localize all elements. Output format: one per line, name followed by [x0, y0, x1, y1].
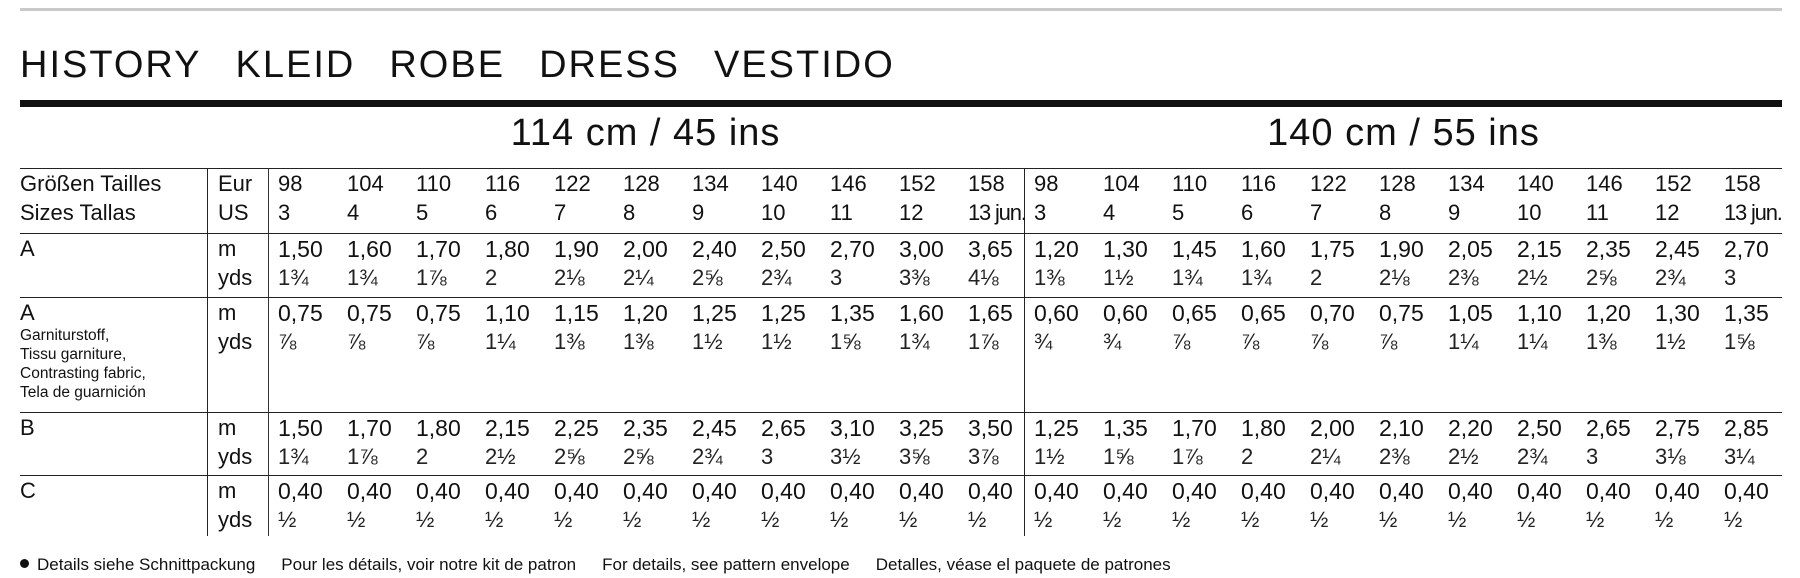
meters-cell: 1,60	[899, 300, 944, 326]
yards-cell: ½	[278, 507, 297, 532]
size-eur: 146	[1586, 171, 1623, 196]
yards-cell: 3½	[830, 444, 861, 469]
yards-cell: 1⅜	[1034, 265, 1065, 290]
meters-cell: 3,10	[830, 415, 875, 441]
size-eur: 110	[416, 171, 452, 196]
size-us: 12	[899, 200, 924, 225]
title-word: DRESS	[539, 44, 680, 86]
footer-text: For details, see pattern envelope	[602, 555, 850, 574]
meters-cell: 0,40	[1103, 478, 1148, 504]
yards-cell: ½	[1517, 507, 1536, 532]
meters-cell: 2,25	[554, 415, 599, 441]
size-eur: 140	[761, 171, 798, 196]
yards-cell: 2⅝	[623, 444, 654, 469]
size-us: 13 jun.	[1724, 200, 1782, 225]
yards-cell: 2⅛	[1379, 265, 1410, 290]
meters-cell: 1,70	[347, 415, 392, 441]
yards-cell: 2¼	[623, 265, 654, 290]
yards-cell: 1¼	[485, 329, 516, 354]
yards-cell: 1¾	[278, 444, 309, 469]
size-eur: 152	[1655, 171, 1692, 196]
size-eur: 146	[830, 171, 867, 196]
meters-cell: 2,50	[761, 236, 806, 262]
view-sublabel: Tissu garniture,	[20, 346, 127, 363]
unit-yds: yds	[218, 329, 253, 354]
yards-cell: 1¾	[347, 265, 378, 290]
row-divider	[20, 168, 1782, 169]
meters-cell: 2,70	[830, 236, 875, 262]
meters-cell: 2,15	[485, 415, 530, 441]
footer-text: Detalles, véase el paquete de patrones	[875, 555, 1171, 574]
yards-cell: 3	[830, 265, 843, 290]
size-us: 6	[1241, 200, 1254, 225]
meters-cell: 0,40	[1379, 478, 1424, 504]
row-divider	[20, 412, 1782, 413]
yards-cell: 3	[1586, 444, 1599, 469]
yards-cell: 2¾	[1655, 265, 1686, 290]
meters-cell: 1,80	[416, 415, 461, 441]
yards-cell: 1¾	[899, 329, 930, 354]
size-eur: 158	[1724, 171, 1761, 196]
meters-cell: 0,40	[278, 478, 323, 504]
unit-m: m	[218, 300, 237, 325]
yards-cell: ½	[485, 507, 504, 532]
meters-cell: 3,50	[968, 415, 1013, 441]
yards-cell: ½	[1655, 507, 1674, 532]
meters-cell: 0,40	[1172, 478, 1217, 504]
meters-cell: 2,45	[692, 415, 737, 441]
meters-cell: 0,40	[485, 478, 530, 504]
meters-cell: 1,25	[692, 300, 737, 326]
yards-cell: 1⅞	[347, 444, 378, 469]
yards-cell: ⅞	[1172, 329, 1191, 354]
view-sublabel: Garniturstoff,	[20, 327, 110, 344]
yards-cell: ½	[416, 507, 435, 532]
meters-cell: 1,20	[1034, 236, 1079, 262]
yards-cell: ½	[899, 507, 918, 532]
yards-cell: ⅞	[1310, 329, 1329, 354]
yards-cell: 2	[1310, 265, 1323, 290]
yards-cell: ½	[1034, 507, 1053, 532]
size-us: 8	[623, 200, 636, 225]
meters-cell: 2,75	[1655, 415, 1700, 441]
size-eur: 128	[623, 171, 660, 196]
meters-cell: 1,50	[278, 415, 323, 441]
size-us: 4	[1103, 200, 1116, 225]
meters-cell: 1,10	[485, 300, 530, 326]
meters-cell: 1,80	[485, 236, 530, 262]
yards-cell: 1⅞	[1172, 444, 1203, 469]
meters-cell: 1,30	[1655, 300, 1700, 326]
unit-yds: yds	[218, 507, 253, 532]
yards-cell: 1⅞	[968, 329, 999, 354]
yards-cell: ½	[1379, 507, 1398, 532]
size-us: 6	[485, 200, 498, 225]
title-word: ROBE	[389, 44, 506, 86]
meters-cell: 0,75	[1379, 300, 1424, 326]
meters-cell: 1,60	[347, 236, 392, 262]
size-eur: 122	[554, 171, 591, 196]
meters-cell: 3,00	[899, 236, 944, 262]
view-label: A	[20, 236, 35, 261]
meters-cell: 1,10	[1517, 300, 1562, 326]
yards-cell: ½	[347, 507, 366, 532]
yards-cell: 1½	[692, 329, 723, 354]
view-label: C	[20, 478, 36, 503]
size-us: 4	[347, 200, 360, 225]
meters-cell: 1,50	[278, 236, 323, 262]
yards-cell: 2	[1241, 444, 1254, 469]
meters-cell: 3,25	[899, 415, 944, 441]
size-eur: 104	[347, 171, 384, 196]
yards-cell: ½	[1724, 507, 1743, 532]
yards-cell: 1¾	[1241, 265, 1272, 290]
yards-cell: 3⅝	[899, 444, 930, 469]
meters-cell: 0,40	[1448, 478, 1493, 504]
yards-cell: ¾	[1103, 329, 1122, 354]
yards-cell: ½	[1241, 507, 1260, 532]
size-eur: 158	[968, 171, 1005, 196]
yards-cell: ½	[761, 507, 780, 532]
yards-cell: 1½	[761, 329, 792, 354]
meters-cell: 1,65	[968, 300, 1013, 326]
meters-cell: 0,40	[1310, 478, 1355, 504]
size-eur: 110	[1172, 171, 1208, 196]
yards-cell: 3¼	[1724, 444, 1755, 469]
meters-cell: 1,15	[554, 300, 599, 326]
meters-cell: 2,35	[623, 415, 668, 441]
meters-cell: 0,40	[416, 478, 461, 504]
meters-cell: 2,00	[1310, 415, 1355, 441]
meters-cell: 1,45	[1172, 236, 1217, 262]
yards-cell: 1⅞	[416, 265, 447, 290]
size-us: 11	[1586, 200, 1609, 225]
size-eur: 116	[485, 171, 521, 196]
meters-cell: 2,10	[1379, 415, 1424, 441]
meters-cell: 0,40	[1241, 478, 1286, 504]
yards-cell: 1½	[1655, 329, 1686, 354]
meters-cell: 2,15	[1517, 236, 1562, 262]
yards-cell: 1½	[1034, 444, 1065, 469]
meters-cell: 0,65	[1172, 300, 1217, 326]
yards-cell: 2⅛	[554, 265, 585, 290]
meters-cell: 0,65	[1241, 300, 1286, 326]
yards-cell: ⅞	[1379, 329, 1398, 354]
yards-cell: 2½	[485, 444, 516, 469]
meters-cell: 2,40	[692, 236, 737, 262]
yards-cell: 2	[416, 444, 429, 469]
yards-cell: 2⅜	[1379, 444, 1410, 469]
yards-cell: ½	[968, 507, 987, 532]
yards-cell: ¾	[1034, 329, 1053, 354]
meters-cell: 0,40	[830, 478, 875, 504]
size-eur: 128	[1379, 171, 1416, 196]
size-us: 10	[1517, 200, 1542, 225]
yards-cell: ½	[1103, 507, 1122, 532]
meters-cell: 0,40	[623, 478, 668, 504]
meters-cell: 1,25	[1034, 415, 1079, 441]
meters-cell: 0,40	[968, 478, 1013, 504]
meters-cell: 0,40	[1034, 478, 1079, 504]
yards-cell: ½	[830, 507, 849, 532]
label-column-divider	[207, 168, 208, 536]
meters-cell: 1,35	[830, 300, 875, 326]
unit-column-divider	[268, 168, 269, 536]
size-us: 3	[278, 200, 291, 225]
meters-cell: 0,60	[1034, 300, 1079, 326]
meters-cell: 0,40	[1586, 478, 1631, 504]
meters-cell: 1,30	[1103, 236, 1148, 262]
yards-cell: 1¾	[1172, 265, 1203, 290]
meters-cell: 2,50	[1517, 415, 1562, 441]
meters-cell: 2,45	[1655, 236, 1700, 262]
meters-cell: 1,20	[623, 300, 668, 326]
size-us: 8	[1379, 200, 1392, 225]
yards-cell: 1¾	[278, 265, 309, 290]
yards-cell: 1⅝	[830, 329, 861, 354]
yards-cell: ½	[623, 507, 642, 532]
title-word: KLEID	[235, 44, 356, 86]
yards-cell: 2¾	[692, 444, 723, 469]
meters-cell: 1,35	[1103, 415, 1148, 441]
yards-cell: 1¼	[1517, 329, 1548, 354]
yards-cell: 2⅜	[1448, 265, 1479, 290]
meters-cell: 1,60	[1241, 236, 1286, 262]
view-sublabel: Contrasting fabric,	[20, 365, 146, 382]
yards-cell: ⅞	[416, 329, 435, 354]
meters-cell: 0,75	[347, 300, 392, 326]
meters-cell: 1,80	[1241, 415, 1286, 441]
yards-cell: 1⅜	[623, 329, 654, 354]
meters-cell: 0,40	[899, 478, 944, 504]
footer-note	[20, 555, 1197, 575]
footer-text: Details siehe Schnittpackung	[37, 555, 256, 574]
yards-cell: 2⅝	[554, 444, 585, 469]
size-eur: 116	[1241, 171, 1277, 196]
meters-cell: 1,75	[1310, 236, 1355, 262]
yards-cell: 3	[761, 444, 774, 469]
unit-m: m	[218, 478, 237, 503]
meters-cell: 0,40	[761, 478, 806, 504]
meters-cell: 1,25	[761, 300, 806, 326]
top-rule	[20, 8, 1782, 11]
size-eur: 140	[1517, 171, 1554, 196]
meters-cell: 0,70	[1310, 300, 1355, 326]
size-us: 9	[692, 200, 705, 225]
yards-cell: 2½	[1517, 265, 1548, 290]
yards-cell: 3⅜	[899, 265, 930, 290]
meters-cell: 0,40	[1517, 478, 1562, 504]
size-eur: 152	[899, 171, 936, 196]
yards-cell: ½	[1310, 507, 1329, 532]
yards-cell: 3	[1724, 265, 1737, 290]
unit-yds: yds	[218, 444, 253, 469]
unit-yds: yds	[218, 265, 253, 290]
yards-cell: ½	[554, 507, 573, 532]
meters-cell: 2,65	[1586, 415, 1631, 441]
size-us: 12	[1655, 200, 1680, 225]
yards-cell: ⅞	[347, 329, 366, 354]
meters-cell: 2,70	[1724, 236, 1769, 262]
row-divider	[20, 233, 1782, 234]
size-eur: 134	[1448, 171, 1485, 196]
meters-cell: 2,05	[1448, 236, 1493, 262]
yards-cell: 1¼	[1448, 329, 1479, 354]
meters-cell: 1,05	[1448, 300, 1493, 326]
yards-cell: ⅞	[278, 329, 297, 354]
yards-cell: ½	[692, 507, 711, 532]
unit-m: m	[218, 415, 237, 440]
bullet-icon	[20, 559, 29, 568]
yards-cell: 1⅝	[1103, 444, 1134, 469]
size-eur: 98	[278, 171, 303, 196]
size-us: 5	[416, 200, 429, 225]
yards-cell: 3⅞	[968, 444, 999, 469]
meters-cell: 0,75	[278, 300, 323, 326]
unit-m: m	[218, 236, 237, 261]
meters-cell: 1,20	[1586, 300, 1631, 326]
yards-cell: ½	[1586, 507, 1605, 532]
fabric-width-114: 114 cm / 45 ins	[510, 112, 781, 154]
title-rule	[20, 100, 1782, 107]
page-title	[20, 44, 929, 87]
size-eur: 104	[1103, 171, 1140, 196]
yards-cell: 4⅛	[968, 265, 999, 290]
size-eur: 134	[692, 171, 729, 196]
yards-cell: 1⅜	[554, 329, 585, 354]
yards-cell: 1⅝	[1724, 329, 1755, 354]
row-divider	[20, 475, 1782, 476]
meters-cell: 1,35	[1724, 300, 1769, 326]
footer-text: Pour les détails, voir notre kit de patron	[281, 555, 577, 574]
unit-eur: Eur	[218, 171, 253, 196]
size-us: 5	[1172, 200, 1185, 225]
size-eur: 98	[1034, 171, 1059, 196]
meters-cell: 1,70	[416, 236, 461, 262]
meters-cell: 2,85	[1724, 415, 1769, 441]
size-us: 7	[1310, 200, 1323, 225]
size-us: 10	[761, 200, 786, 225]
size-eur: 122	[1310, 171, 1347, 196]
yards-cell: 2⅝	[692, 265, 723, 290]
meters-cell: 2,35	[1586, 236, 1631, 262]
yards-cell: ½	[1448, 507, 1467, 532]
yards-cell: 2½	[1448, 444, 1479, 469]
meters-cell: 2,00	[623, 236, 668, 262]
yards-cell: 2¾	[761, 265, 792, 290]
meters-cell: 2,20	[1448, 415, 1493, 441]
meters-cell: 1,90	[554, 236, 599, 262]
meters-cell: 0,60	[1103, 300, 1148, 326]
meters-cell: 0,40	[692, 478, 737, 504]
view-label: B	[20, 415, 35, 440]
title-word: HISTORY	[20, 44, 202, 86]
size-us: 7	[554, 200, 567, 225]
meters-cell: 1,70	[1172, 415, 1217, 441]
meters-cell: 0,40	[554, 478, 599, 504]
unit-us: US	[218, 200, 249, 225]
fabric-width-140: 140 cm / 55 ins	[1267, 112, 1540, 154]
view-sublabel: Tela de guarnición	[20, 384, 146, 401]
yards-cell: 1½	[1103, 265, 1134, 290]
yards-cell: 2	[485, 265, 498, 290]
title-word: VESTIDO	[713, 44, 895, 86]
size-us: 11	[830, 200, 853, 225]
meters-cell: 1,90	[1379, 236, 1424, 262]
size-us: 13 jun.	[968, 200, 1026, 225]
meters-cell: 0,75	[416, 300, 461, 326]
yards-cell: 2⅝	[1586, 265, 1617, 290]
meters-cell: 0,40	[1724, 478, 1769, 504]
yards-cell: 3⅛	[1655, 444, 1686, 469]
yards-cell: 2¼	[1310, 444, 1341, 469]
yards-cell: ½	[1172, 507, 1191, 532]
meters-cell: 3,65	[968, 236, 1013, 262]
meters-cell: 0,40	[347, 478, 392, 504]
size-us: 9	[1448, 200, 1461, 225]
meters-cell: 2,65	[761, 415, 806, 441]
yards-cell: 1⅜	[1586, 329, 1617, 354]
size-label-en-es: Sizes Tallas	[20, 200, 136, 225]
meters-cell: 0,40	[1655, 478, 1700, 504]
size-us: 3	[1034, 200, 1047, 225]
row-divider	[20, 297, 1782, 298]
yards-cell: 2¾	[1517, 444, 1548, 469]
size-label-de-fr: Größen Tailles	[20, 171, 162, 196]
view-label: A	[20, 300, 35, 325]
yards-cell: ⅞	[1241, 329, 1260, 354]
